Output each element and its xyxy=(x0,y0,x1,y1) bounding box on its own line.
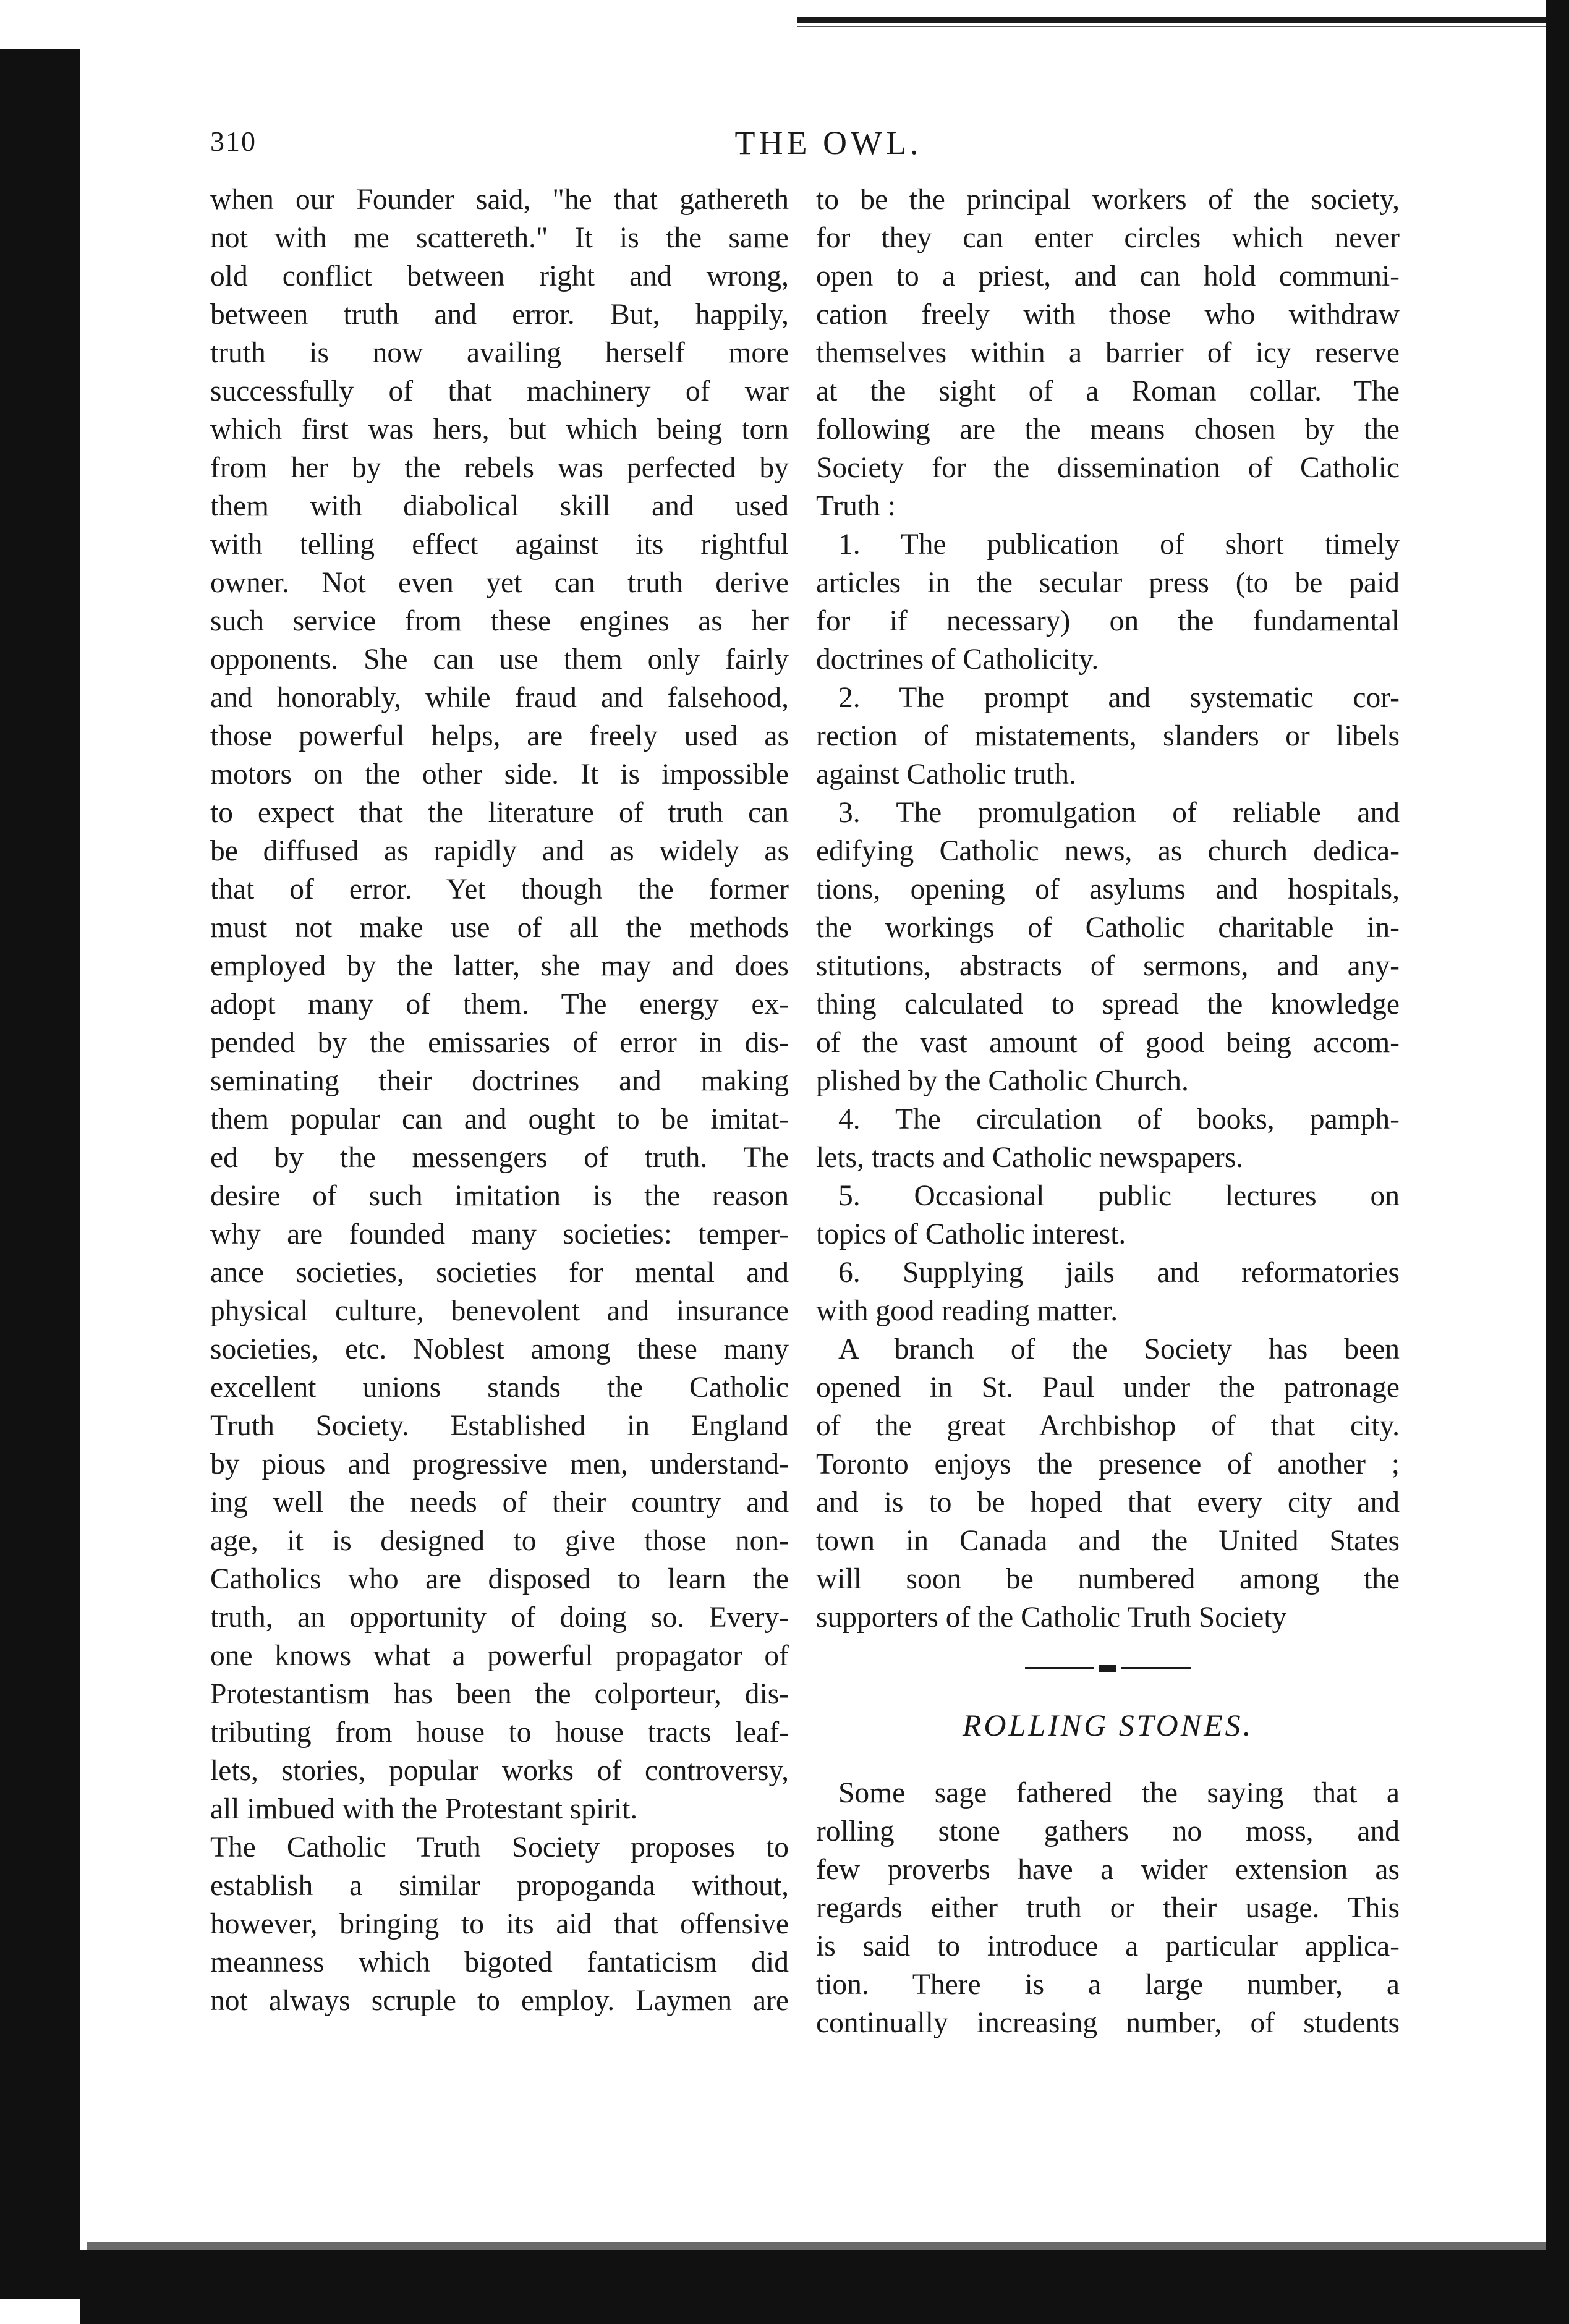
text-line: those powerful helps, are freely used as xyxy=(210,720,789,752)
text-line: Truth : xyxy=(816,490,896,522)
text-line: Catholics who are disposed to learn the xyxy=(210,1563,789,1595)
divider-bar xyxy=(1121,1667,1191,1669)
text-line: to expect that the literature of truth can xyxy=(210,797,789,829)
text-line: why are founded many societies: temper- xyxy=(210,1218,789,1250)
text-line: must not make use of all the methods xyxy=(210,912,789,944)
text-line: physical culture, benevolent and insurance xyxy=(210,1295,789,1327)
text-line: stitutions, abstracts of sermons, and any- xyxy=(816,950,1400,982)
text-line: Some sage fathered the saying that a xyxy=(838,1777,1400,1809)
text-line: owner. Not even yet can truth derive xyxy=(210,567,789,599)
text-line: topics of Catholic interest. xyxy=(816,1218,1126,1250)
text-line: establish a similar propoganda without, xyxy=(210,1870,789,1902)
text-line: opponents. She can use them only fairly xyxy=(210,643,789,676)
list-item-4: 4. The circulation of books, pamph- xyxy=(838,1103,1400,1135)
left-column xyxy=(210,180,789,2020)
text-line: doctrines of Catholicity. xyxy=(816,643,1099,676)
text-line: few proverbs have a wider extension as xyxy=(816,1854,1400,1886)
text-line: of the vast amount of good being accom- xyxy=(816,1027,1400,1059)
text-line: old conflict between right and wrong, xyxy=(210,260,789,292)
text-line: that of error. Yet though the former xyxy=(210,873,789,905)
text-line: plished by the Catholic Church. xyxy=(816,1065,1189,1097)
text-line: cation freely with those who withdraw xyxy=(816,299,1400,331)
scan-border-left xyxy=(0,49,80,2299)
scan-border-right xyxy=(1546,0,1569,2324)
text-line: not with me scattereth." It is the same xyxy=(210,222,789,254)
divider-dingbat xyxy=(1099,1665,1116,1672)
text-line: pended by the emissaries of error in dis- xyxy=(210,1027,789,1059)
text-line: lets, tracts and Catholic newspapers. xyxy=(816,1142,1244,1174)
text-line: Truth Society. Established in England xyxy=(210,1410,789,1442)
text-line: The Catholic Truth Society proposes to xyxy=(210,1831,789,1864)
section-heading: ROLLING STONES. xyxy=(962,1708,1254,1742)
text-line: for they can enter circles which never xyxy=(816,222,1400,254)
text-line: truth, an opportunity of doing so. Every- xyxy=(210,1601,789,1634)
text-line: desire of such imitation is the reason xyxy=(210,1180,789,1212)
text-line: Protestantism has been the colporteur, dis- xyxy=(210,1678,789,1710)
text-line: regards either truth or their usage. This xyxy=(816,1892,1400,1924)
text-line: them with diabolical skill and used xyxy=(210,490,789,522)
running-head: THE OWL. xyxy=(734,124,922,161)
text-line: age, it is designed to give those non- xyxy=(210,1525,789,1557)
list-item-5: 5. Occasional public lectures on xyxy=(838,1180,1400,1212)
text-line: rection of mistatements, slanders or libels xyxy=(816,720,1400,752)
scan-border-bottom-edge xyxy=(87,2242,1546,2250)
scan-border-bottom xyxy=(80,2250,1569,2324)
text-line: at the sight of a Roman collar. The xyxy=(816,375,1400,407)
text-line: tributing from house to house tracts leaf- xyxy=(210,1716,789,1749)
text-line: opened in St. Paul under the patronage xyxy=(816,1372,1400,1404)
text-line: for if necessary) on the fundamental xyxy=(816,605,1400,637)
text-line: one knows what a powerful propagator of xyxy=(210,1640,789,1672)
text-line: when our Founder said, "he that gathereth xyxy=(210,184,789,216)
text-line: Toronto enjoys the presence of another ; xyxy=(816,1448,1400,1480)
text-line: tions, opening of asylums and hospitals, xyxy=(816,873,1400,905)
text-line: motors on the other side. It is impossible xyxy=(210,758,789,791)
text-line: supporters of the Catholic Truth Society xyxy=(816,1601,1287,1634)
top-rule xyxy=(797,17,1569,23)
text-line: such service from these engines as her xyxy=(210,605,789,637)
text-line: ance societies, societies for mental and xyxy=(210,1257,789,1289)
text-line: will soon be numbered among the xyxy=(816,1563,1400,1595)
list-item-3: 3. The promulgation of reliable and xyxy=(838,797,1400,829)
text-line: is said to introduce a particular applica- xyxy=(816,1930,1400,1962)
text-line: ing well the needs of their country and xyxy=(210,1486,789,1519)
text-line: and is to be hoped that every city and xyxy=(816,1486,1400,1519)
text-line: with good reading matter. xyxy=(816,1295,1118,1327)
text-line: continually increasing number, of students xyxy=(816,2007,1400,2039)
page-number: 310 xyxy=(210,125,257,157)
text-line: not always scruple to employ. Laymen are xyxy=(210,1985,789,2017)
text-line: Society for the dissemination of Catholic xyxy=(816,452,1400,484)
right-column xyxy=(816,180,1400,2042)
text-line: seminating their doctrines and making xyxy=(210,1065,789,1097)
text-line: societies, etc. Noblest among these many xyxy=(210,1333,789,1365)
text-line: lets, stories, popular works of controversy, xyxy=(210,1755,789,1787)
text-line: the workings of Catholic charitable in- xyxy=(816,912,1400,944)
top-rule-thin xyxy=(797,26,1569,27)
text-line: against Catholic truth. xyxy=(816,758,1076,791)
section-divider-ornament xyxy=(816,1649,1400,1687)
text-line: truth is now availing herself more xyxy=(210,337,789,369)
text-line: between truth and error. But, happily, xyxy=(210,299,789,331)
text-line: edifying Catholic news, as church dedica- xyxy=(816,835,1400,867)
text-line: articles in the secular press (to be paid xyxy=(816,567,1400,599)
text-line: by pious and progressive men, understand- xyxy=(210,1448,789,1480)
text-line: excellent unions stands the Catholic xyxy=(210,1372,789,1404)
text-line: open to a priest, and can hold communi- xyxy=(816,260,1400,292)
list-item-6: 6. Supplying jails and reformatories xyxy=(838,1257,1400,1289)
text-line: thing calculated to spread the knowledge xyxy=(816,988,1400,1020)
text-line: all imbued with the Protestant spirit. xyxy=(210,1793,638,1825)
text-line: A branch of the Society has been xyxy=(838,1333,1400,1365)
text-line: employed by the latter, she may and does xyxy=(210,950,789,982)
divider-bar xyxy=(1025,1667,1094,1669)
text-line: from her by the rebels was perfected by xyxy=(210,452,789,484)
text-line: tion. There is a large number, a xyxy=(816,1969,1400,2001)
text-line: meanness which bigoted fantaticism did xyxy=(210,1946,789,1978)
list-item-2: 2. The prompt and systematic cor- xyxy=(838,682,1400,714)
text-line: be diffused as rapidly and as widely as xyxy=(210,835,789,867)
text-line: rolling stone gathers no moss, and xyxy=(816,1815,1400,1847)
text-line: ed by the messengers of truth. The xyxy=(210,1142,789,1174)
text-line: and honorably, while fraud and falsehood, xyxy=(210,682,789,714)
text-line: town in Canada and the United States xyxy=(816,1525,1400,1557)
list-item-1: 1. The publication of short timely xyxy=(838,528,1400,561)
text-line: of the great Archbishop of that city. xyxy=(816,1410,1400,1442)
text-line: however, bringing to its aid that offensive xyxy=(210,1908,789,1940)
text-line: adopt many of them. The energy ex- xyxy=(210,988,789,1020)
text-line: following are the means chosen by the xyxy=(816,413,1400,446)
text-line: successfully of that machinery of war xyxy=(210,375,789,407)
text-line: which first was hers, but which being torn xyxy=(210,413,789,446)
text-line: to be the principal workers of the society, xyxy=(816,184,1400,216)
text-line: them popular can and ought to be imitat- xyxy=(210,1103,789,1135)
text-line: with telling effect against its rightful xyxy=(210,528,789,561)
text-line: themselves within a barrier of icy reserve xyxy=(816,337,1400,369)
